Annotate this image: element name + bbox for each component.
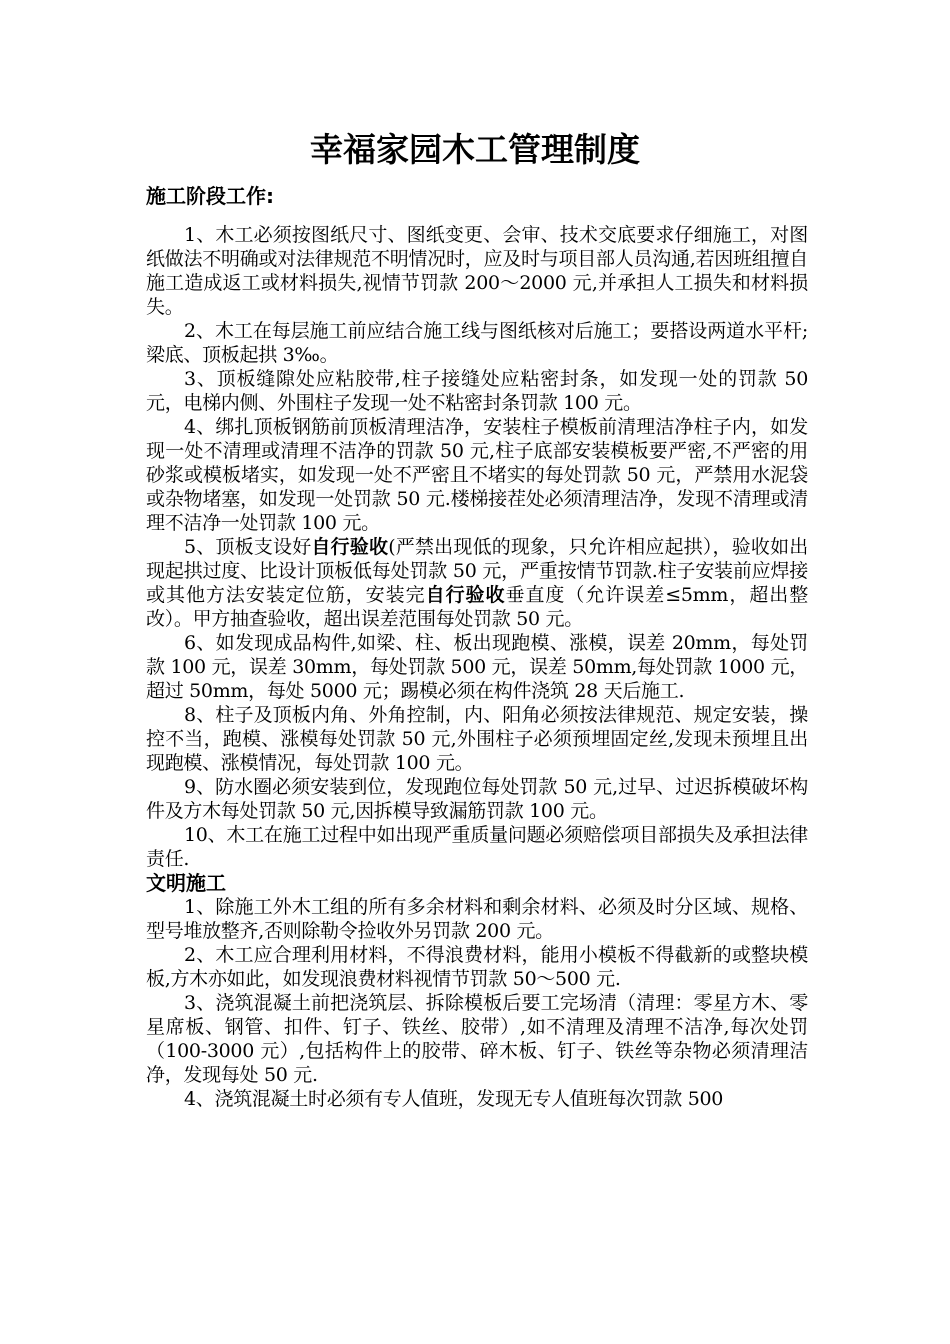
- clause-2: 2、木工在每层施工前应结合施工线与图纸核对后施工；要搭设两道水平杆;梁底、顶板起拱 3‰。: [146, 320, 808, 366]
- clause-5-prefix: 5、顶板支设好: [184, 536, 312, 558]
- clause-5-middle: (严禁出现低的现象，只允许相应起拱），验收如出现起拱过度、比设计顶板低每处罚款 50 元，严重按情节罚款.柱子安装前应焊接或其他方法安装定位筋，安装完: [146, 536, 808, 606]
- civilized-clause-1: 1、除施工外木工组的所有多余材料和剩余材料、必须及时分区域、规格、型号堆放整齐,否则除勒令捡收外另罚款 200 元。: [146, 896, 808, 942]
- clause-3: 3、顶板缝隙处应粘胶带,柱子接缝处应粘密封条，如发现一处的罚款 50 元，电梯内侧、外围柱子发现一处不粘密封条罚款 100 元。: [146, 368, 808, 414]
- civilized-clause-4: 4、浇筑混凝土时必须有专人值班，发现无专人值班每次罚款 500: [184, 1088, 724, 1110]
- section-heading-civilized: 文明施工: [146, 871, 226, 895]
- clause-9: 9、防水圈必须安装到位，发现跑位每处罚款 50 元,过早、过迟拆模破坏构件及方木每处罚款 50 元,因拆模导致漏筋罚款 100 元。: [146, 776, 808, 822]
- clause-5-suffix: 垂直度（允许误差≤5mm，超出整改）。甲方抽查验收，超出误差范围每处罚款 50 元。: [146, 584, 808, 630]
- civilized-clause-3: 3、浇筑混凝土前把浇筑层、拆除模板后要工完场清（清理：零星方木、零星席板、钢管、扣件、钉子、铁丝、胶带）,如不清理及清理不洁净,每次处罚（100-3000 元）,包括构件上的胶带、碎木板、钉子、铁丝等杂物必须清理洁净，发现每处 50 元.: [146, 992, 808, 1086]
- clause-8: 8、柱子及顶板内角、外角控制，内、阳角必须按法律规范、规定安装，操控不当，跑模、涨模每处罚款 50 元,外围柱子必须预埋固定丝,发现未预埋且出现跑模、涨模情况，每处罚款 100 元。: [146, 704, 808, 774]
- clause-5-bold-self-check-2: 自行验收: [425, 584, 506, 606]
- civilized-clause-2: 2、木工应合理利用材料，不得浪费材料，能用小模板不得截新的或整块模板,方木亦如此，如发现浪费材料视情节罚款 50～500 元.: [146, 944, 808, 990]
- clause-10: 10、木工在施工过程中如出现严重质量问题必须赔偿项目部损失及承担法律责任.: [146, 824, 808, 870]
- clause-1: 1、木工必须按图纸尺寸、图纸变更、会审、技术交底要求仔细施工，对图纸做法不明确或对法律规范不明情况时，应及时与项目部人员沟通,若因班组擅自施工造成返工或材料损失,视情节罚款 200～2000 元,并承担人工损失和材料损失。: [146, 224, 808, 318]
- clause-5: [146, 535, 808, 631]
- clause-4: 4、绑扎顶板钢筋前顶板清理洁净，安装柱子模板前清理洁净柱子内，如发现一处不清理或清理不洁净的罚款 50 元,柱子底部安装模板要严密,不严密的用砂浆或模板堵实，如发现一处不严密且不堵实的每处罚款 50 元，严禁用水泥袋或杂物堵塞，如发现一处罚款 50 元.楼梯接茬处必须清理洁净，发现不清理或清理不洁净一处罚款 100 元。: [146, 416, 808, 534]
- document-title: 幸福家园木工管理制度: [310, 130, 640, 169]
- clause-5-bold-self-check: 自行验收: [311, 536, 389, 558]
- section-heading-construction: 施工阶段工作:: [146, 184, 274, 208]
- document-body: [146, 184, 808, 1111]
- clause-6: 6、如发现成品构件,如梁、柱、板出现跑模、涨模，误差 20mm，每处罚款 100 元，误差 30mm，每处罚款 500 元，误差 50mm,每处罚款 1000 元，超过 50mm，每处 5000 元；踢模必须在构件浇筑 28 天后施工.: [146, 632, 808, 702]
